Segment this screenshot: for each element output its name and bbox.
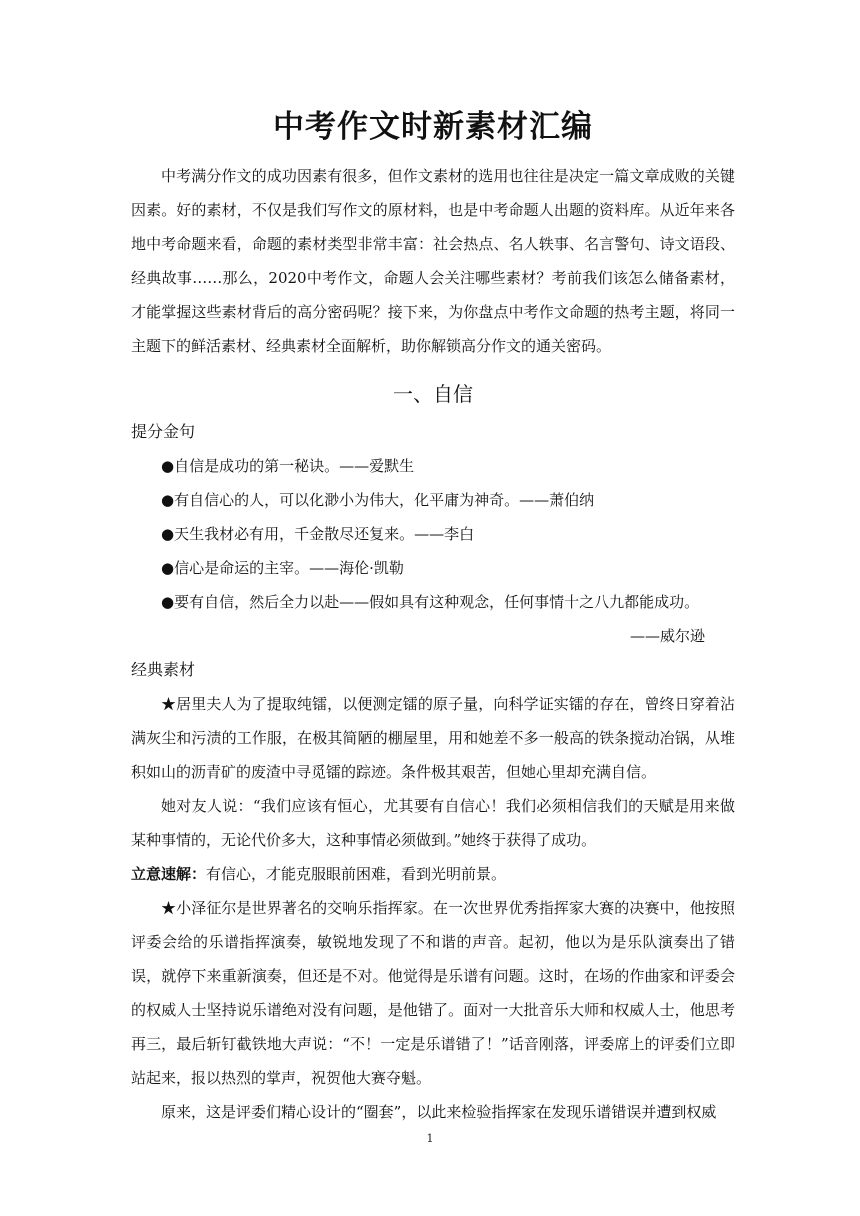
- story-paragraph: 她对友人说：“我们应该有恒心，尤其要有自信心！我们必须相信我们的天赋是用来做某种事情的，无论代价多大，这种事情必须做到。”她终于获得了成功。: [131, 797, 735, 849]
- section-heading: 一、自信: [393, 382, 473, 406]
- classic-material-subheading: 经典素材: [131, 660, 196, 679]
- quotes-subheading: 提分金句: [131, 422, 196, 441]
- insight-text: 有信心，才能克服眼前困难，看到光明前景。: [206, 865, 507, 883]
- quote-item: ●要有自信，然后全力以赴——假如具有这种观念，任何事情十之八九都能成功。: [161, 593, 700, 611]
- intro-paragraph: 中考满分作文的成功因素有很多，但作文素材的选用也往往是决定一篇文章成败的关键因素。好的素材，不仅是我们写作文的原材料，也是中考命题人出题的资料库。从近年来各地中考命题来看，命题的素材类型非常丰富：社会热点、名人轶事、名言警句、诗文语段、经典故事……那么，2020中考作文，命题人会关注哪些素材？考前我们该怎么储备素材，才能掌握这些素材背后的高分密码呢？接下来，为你盘点中考作文命题的热考主题，将同一主题下的鲜活素材、经典素材全面解析，助你解锁高分作文的通关密码。: [131, 167, 735, 355]
- quote-item: ●自信是成功的第一秘诀。——爱默生: [161, 457, 415, 475]
- quote-item: ●信心是命运的主宰。——海伦·凯勒: [161, 559, 404, 577]
- document-page: [131, 100, 735, 1129]
- quote-item: ●天生我材必有用，千金散尽还复来。——李白: [161, 525, 475, 543]
- insight-label: 立意速解：: [131, 865, 207, 883]
- document-title: 中考作文时新素材汇编: [273, 109, 593, 145]
- quote-item: ●有自信心的人，可以化渺小为伟大，化平庸为神奇。——萧伯纳: [161, 491, 595, 509]
- story-paragraph: ★居里夫人为了提取纯镭，以便测定镭的原子量，向科学证实镭的存在，曾终日穿着沾满灰尘和污渍的工作服，在极其简陋的棚屋里，用和她差不多一般高的铁条搅动冶锅，从堆积如山的沥青矿的废渣中寻觅镭的踪迹。条件极其艰苦，但她心里却充满自信。: [131, 695, 735, 781]
- story-paragraph: 原来，这是评委们精心设计的“圈套”，以此来检验指挥家在发现乐谱错误并遭到权威: [161, 1103, 717, 1121]
- quote-author: ——威尔逊: [629, 627, 705, 645]
- story-paragraph: ★小泽征尔是世界著名的交响乐指挥家。在一次世界优秀指挥家大赛的决赛中，他按照评委会给的乐谱指挥演奏，敏锐地发现了不和谐的声音。起初，他以为是乐队演奏出了错误，就停下来重新演奏，但还是不对。他觉得是乐谱有问题。这时，在场的作曲家和评委会的权威人士坚持说乐谱绝对没有问题，是他错了。面对一大批音乐大师和权威人士，他思考再三，最后斩钉截铁地大声说：“不！一定是乐谱错了！”话音刚落，评委席上的评委们立即站起来，报以热烈的掌声，祝贺他大赛夺魁。: [131, 899, 735, 1087]
- page-number: 1: [426, 1132, 434, 1145]
- insight-line: [131, 857, 735, 891]
